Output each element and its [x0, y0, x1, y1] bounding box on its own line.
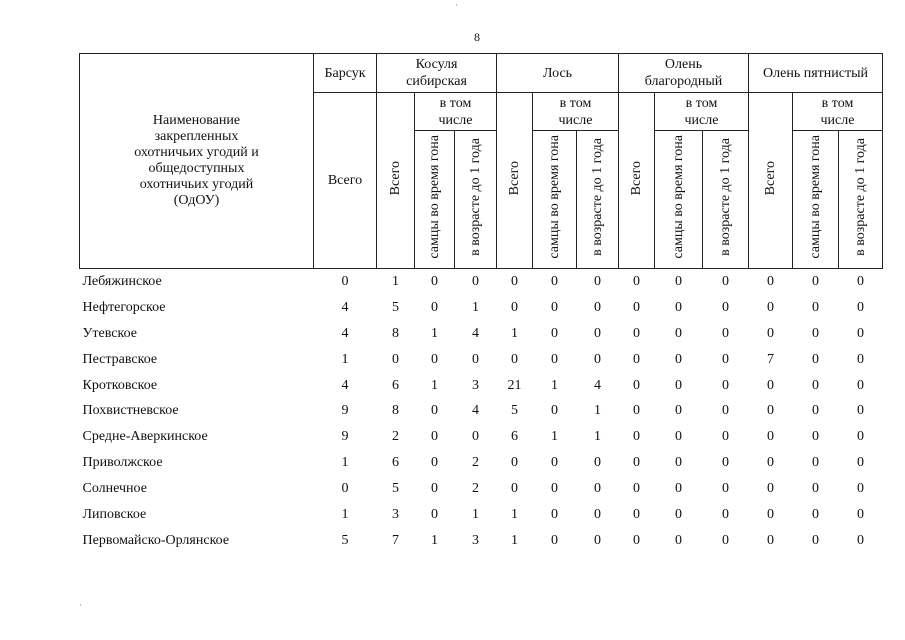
quota-cell: 0	[633, 481, 640, 497]
header-sika-deer-total	[749, 93, 793, 269]
quota-cell: 2	[472, 455, 479, 471]
hunting-ground-name: Пестравское	[82, 351, 158, 367]
quota-cell: 0	[675, 481, 682, 497]
header-roe-deer-total	[377, 93, 415, 269]
quota-cell: 1	[431, 325, 438, 341]
quota-cell: 0	[857, 377, 864, 393]
quota-cell: 1	[594, 403, 601, 419]
header-elk-total-text: Всего	[507, 160, 522, 196]
quota-cell: 0	[675, 273, 682, 289]
hunting-quota-table	[79, 53, 883, 554]
quota-cell: 0	[675, 377, 682, 393]
quota-cell: 0	[472, 429, 479, 445]
header-red-deer-including	[655, 93, 749, 131]
header-elk-young	[577, 131, 619, 269]
quota-cell: 1	[431, 532, 438, 548]
quota-cell: 0	[633, 273, 640, 289]
quota-cell: 0	[594, 351, 601, 367]
header-elk-males	[533, 131, 577, 269]
header-badger-total: Всего	[314, 93, 377, 269]
quota-cell: 5	[511, 403, 518, 419]
quota-cell: 0	[675, 532, 682, 548]
quota-cell: 1	[511, 325, 518, 341]
quota-cell: 0	[857, 455, 864, 471]
quota-cell: 8	[392, 403, 399, 419]
quota-cell: 0	[812, 429, 819, 445]
quota-cell: 5	[392, 481, 399, 497]
quota-cell: 7	[392, 532, 399, 548]
quota-cell: 0	[812, 325, 819, 341]
header-sika-deer-males	[793, 131, 839, 269]
quota-cell: 0	[857, 429, 864, 445]
quota-cell: 1	[551, 377, 558, 393]
quota-cell: 4	[341, 377, 349, 393]
hunting-ground-name: Солнечное	[82, 481, 147, 497]
quota-cell: 0	[812, 403, 819, 419]
quota-cell: 0	[812, 299, 819, 315]
quota-cell: 9	[341, 429, 349, 445]
header-species-sika-deer: Олень пятнистый	[749, 54, 883, 93]
quota-cell: 0	[511, 455, 518, 471]
quota-cell: 0	[857, 299, 864, 315]
quota-cell: 1	[472, 299, 479, 315]
quota-cell: 4	[341, 325, 349, 341]
quota-cell: 0	[675, 403, 682, 419]
scan-speck: ·	[79, 600, 82, 610]
quota-cell: 0	[431, 299, 438, 315]
header-species-elk: Лось	[497, 54, 619, 93]
quota-cell: 0	[431, 351, 438, 367]
quota-cell: 1	[341, 455, 349, 471]
quota-cell: 0	[341, 481, 349, 497]
quota-cell: 0	[767, 325, 774, 341]
header-sika-deer-young-text: в возрасте до 1 года	[853, 138, 868, 256]
quota-cell: 4	[594, 377, 601, 393]
quota-cell: 0	[633, 377, 640, 393]
hunting-ground-name: Кротковское	[82, 377, 158, 393]
quota-cell: 0	[511, 351, 518, 367]
quota-cell: 0	[812, 506, 819, 522]
quota-cell: 6	[392, 455, 399, 471]
quota-cell: 6	[392, 377, 399, 393]
header-elk-young-text: в возрасте до 1 года	[590, 138, 605, 256]
quota-cell: 4	[341, 299, 349, 315]
quota-cell: 2	[392, 429, 399, 445]
quota-cell: 3	[472, 532, 479, 548]
quota-cell: 1	[431, 377, 438, 393]
quota-cell: 0	[633, 351, 640, 367]
quota-cell: 1	[341, 351, 349, 367]
table-row	[80, 373, 883, 399]
header-roe-deer-young-text: в возрасте до 1 года	[468, 138, 483, 256]
quota-cell: 1	[594, 429, 601, 445]
quota-cell: 0	[812, 532, 819, 548]
quota-cell: 0	[431, 429, 438, 445]
quota-cell: 0	[472, 273, 479, 289]
quota-cell: 0	[812, 273, 819, 289]
header-name-column	[80, 54, 314, 269]
header-elk-males-text: самцы во время гона	[547, 135, 562, 259]
quota-cell: 4	[472, 403, 479, 419]
quota-cell: 0	[857, 351, 864, 367]
quota-cell: 0	[341, 273, 349, 289]
header-roe-deer-including	[415, 93, 497, 131]
quota-cell: 0	[551, 455, 558, 471]
quota-cell: 6	[511, 429, 518, 445]
header-roe-deer-males	[415, 131, 455, 269]
quota-cell: 0	[857, 403, 864, 419]
header-red-deer-total-text: Всего	[629, 160, 644, 196]
quota-cell: 0	[551, 299, 558, 315]
quota-cell: 0	[431, 273, 438, 289]
quota-cell: 0	[675, 325, 682, 341]
quota-cell: 2	[472, 481, 479, 497]
header-sika-deer-total-text: Всего	[763, 160, 778, 196]
quota-cell: 0	[857, 506, 864, 522]
quota-cell: 3	[472, 377, 479, 393]
quota-cell: 0	[633, 506, 640, 522]
quota-cell: 0	[857, 532, 864, 548]
quota-cell: 0	[722, 273, 729, 289]
header-elk-total	[497, 93, 533, 269]
header-red-deer-including-text: в том числе	[684, 95, 719, 128]
quota-cell: 0	[431, 481, 438, 497]
quota-cell: 0	[812, 377, 819, 393]
quota-cell: 0	[857, 325, 864, 341]
quota-cell: 5	[341, 532, 349, 548]
quota-cell: 0	[767, 506, 774, 522]
header-red-deer-total	[619, 93, 655, 269]
quota-cell: 0	[551, 325, 558, 341]
table-body	[80, 269, 883, 554]
table-row	[80, 528, 883, 554]
quota-cell: 0	[722, 429, 729, 445]
header-species-roe-deer-text: Косуля сибирская	[406, 57, 467, 89]
quota-cell: 0	[857, 481, 864, 497]
quota-cell: 0	[722, 455, 729, 471]
hunting-ground-name: Первомайско-Орлянское	[82, 532, 230, 548]
header-elk-including	[533, 93, 619, 131]
quota-cell: 0	[392, 351, 399, 367]
header-sika-deer-including	[793, 93, 883, 131]
quota-cell: 0	[633, 429, 640, 445]
header-sika-deer-young	[839, 131, 883, 269]
quota-cell: 0	[551, 351, 558, 367]
quota-cell: 5	[392, 299, 399, 315]
header-species-red-deer	[619, 54, 749, 93]
hunting-ground-name: Средне-Аверкинское	[82, 429, 208, 445]
quota-cell: 0	[722, 299, 729, 315]
quota-cell: 0	[722, 325, 729, 341]
quota-cell: 0	[767, 481, 774, 497]
quota-cell: 0	[633, 325, 640, 341]
quota-cell: 7	[767, 351, 774, 367]
quota-cell: 0	[767, 377, 774, 393]
quota-cell: 1	[472, 506, 479, 522]
header-species-roe-deer	[377, 54, 497, 93]
header-red-deer-males-text: самцы во время гона	[671, 135, 686, 259]
quota-cell: 0	[767, 299, 774, 315]
quota-cell: 1	[392, 273, 399, 289]
quota-cell: 0	[633, 403, 640, 419]
quota-cell: 0	[511, 299, 518, 315]
quota-cell: 0	[675, 351, 682, 367]
quota-cell: 0	[594, 273, 601, 289]
quota-cell: 0	[722, 506, 729, 522]
quota-cell: 0	[675, 299, 682, 315]
scan-speck: ·	[455, 0, 458, 10]
header-roe-deer-total-text: Всего	[388, 160, 403, 196]
header-name-column-text: Наименование закрепленных охотничьих угодий и общедоступных охотничьих угодий (ОдОУ)	[134, 113, 259, 208]
table-row	[80, 476, 883, 502]
hunting-ground-name: Похвистневское	[82, 403, 179, 419]
header-roe-deer-males-text: самцы во время гона	[427, 135, 442, 259]
quota-cell: 0	[812, 455, 819, 471]
table-row	[80, 347, 883, 373]
hunting-ground-name: Утевское	[82, 325, 137, 341]
quota-cell: 0	[767, 455, 774, 471]
quota-cell: 0	[511, 481, 518, 497]
hunting-ground-name: Лебяжинское	[82, 273, 162, 289]
header-species-red-deer-text: Олень благородный	[644, 57, 723, 89]
quota-cell: 0	[431, 455, 438, 471]
header-red-deer-young-text: в возрасте до 1 года	[718, 138, 733, 256]
quota-cell: 0	[675, 429, 682, 445]
quota-cell: 0	[767, 403, 774, 419]
quota-cell: 0	[767, 532, 774, 548]
header-roe-deer-young	[455, 131, 497, 269]
quota-cell: 0	[551, 403, 558, 419]
quota-cell: 0	[551, 532, 558, 548]
quota-cell: 1	[511, 532, 518, 548]
quota-cell: 0	[633, 299, 640, 315]
quota-cell: 0	[551, 506, 558, 522]
hunting-ground-name: Приволжское	[82, 455, 163, 471]
table-row	[80, 295, 883, 321]
quota-cell: 0	[675, 455, 682, 471]
quota-cell: 9	[341, 403, 349, 419]
header-red-deer-males	[655, 131, 703, 269]
quota-cell: 0	[511, 273, 518, 289]
header-badger: Барсук	[314, 54, 377, 93]
header-elk-including-text: в том числе	[558, 95, 593, 128]
quota-cell: 0	[633, 532, 640, 548]
quota-cell: 4	[472, 325, 479, 341]
header-roe-deer-including-text: в том числе	[438, 95, 473, 128]
quota-cell: 0	[722, 351, 729, 367]
quota-cell: 0	[767, 429, 774, 445]
quota-cell: 8	[392, 325, 399, 341]
quota-cell: 0	[551, 273, 558, 289]
table-row	[80, 450, 883, 476]
quota-cell: 0	[472, 351, 479, 367]
quota-cell: 0	[722, 532, 729, 548]
quota-cell: 0	[431, 506, 438, 522]
quota-cell: 0	[857, 273, 864, 289]
header-sika-deer-males-text: самцы во время гона	[808, 135, 823, 259]
quota-cell: 0	[722, 481, 729, 497]
quota-cell: 0	[812, 351, 819, 367]
page-number: 8	[474, 30, 480, 44]
quota-cell: 0	[594, 455, 601, 471]
quota-cell: 0	[594, 532, 601, 548]
quota-cell: 0	[594, 299, 601, 315]
quota-cell: 0	[594, 506, 601, 522]
quota-cell: 0	[722, 377, 729, 393]
quota-cell: 0	[812, 481, 819, 497]
hunting-ground-name: Липовское	[82, 506, 147, 522]
quota-cell: 0	[633, 455, 640, 471]
table-row	[80, 269, 883, 295]
hunting-ground-name: Нефтегорское	[82, 299, 166, 315]
quota-cell: 21	[507, 377, 522, 393]
quota-cell: 0	[594, 325, 601, 341]
quota-cell: 1	[341, 506, 349, 522]
table-row	[80, 321, 883, 347]
quota-cell: 1	[511, 506, 518, 522]
quota-cell: 3	[392, 506, 399, 522]
quota-cell: 0	[675, 506, 682, 522]
quota-cell: 0	[551, 481, 558, 497]
quota-cell: 0	[431, 403, 438, 419]
header-sika-deer-including-text: в том числе	[820, 95, 855, 128]
quota-cell: 0	[594, 481, 601, 497]
quota-cell: 0	[767, 273, 774, 289]
header-red-deer-young	[703, 131, 749, 269]
table-header	[80, 54, 883, 269]
table-row	[80, 398, 883, 424]
quota-cell: 0	[722, 403, 729, 419]
quota-cell: 1	[551, 429, 558, 445]
table-row	[80, 502, 883, 528]
table-row	[80, 424, 883, 450]
